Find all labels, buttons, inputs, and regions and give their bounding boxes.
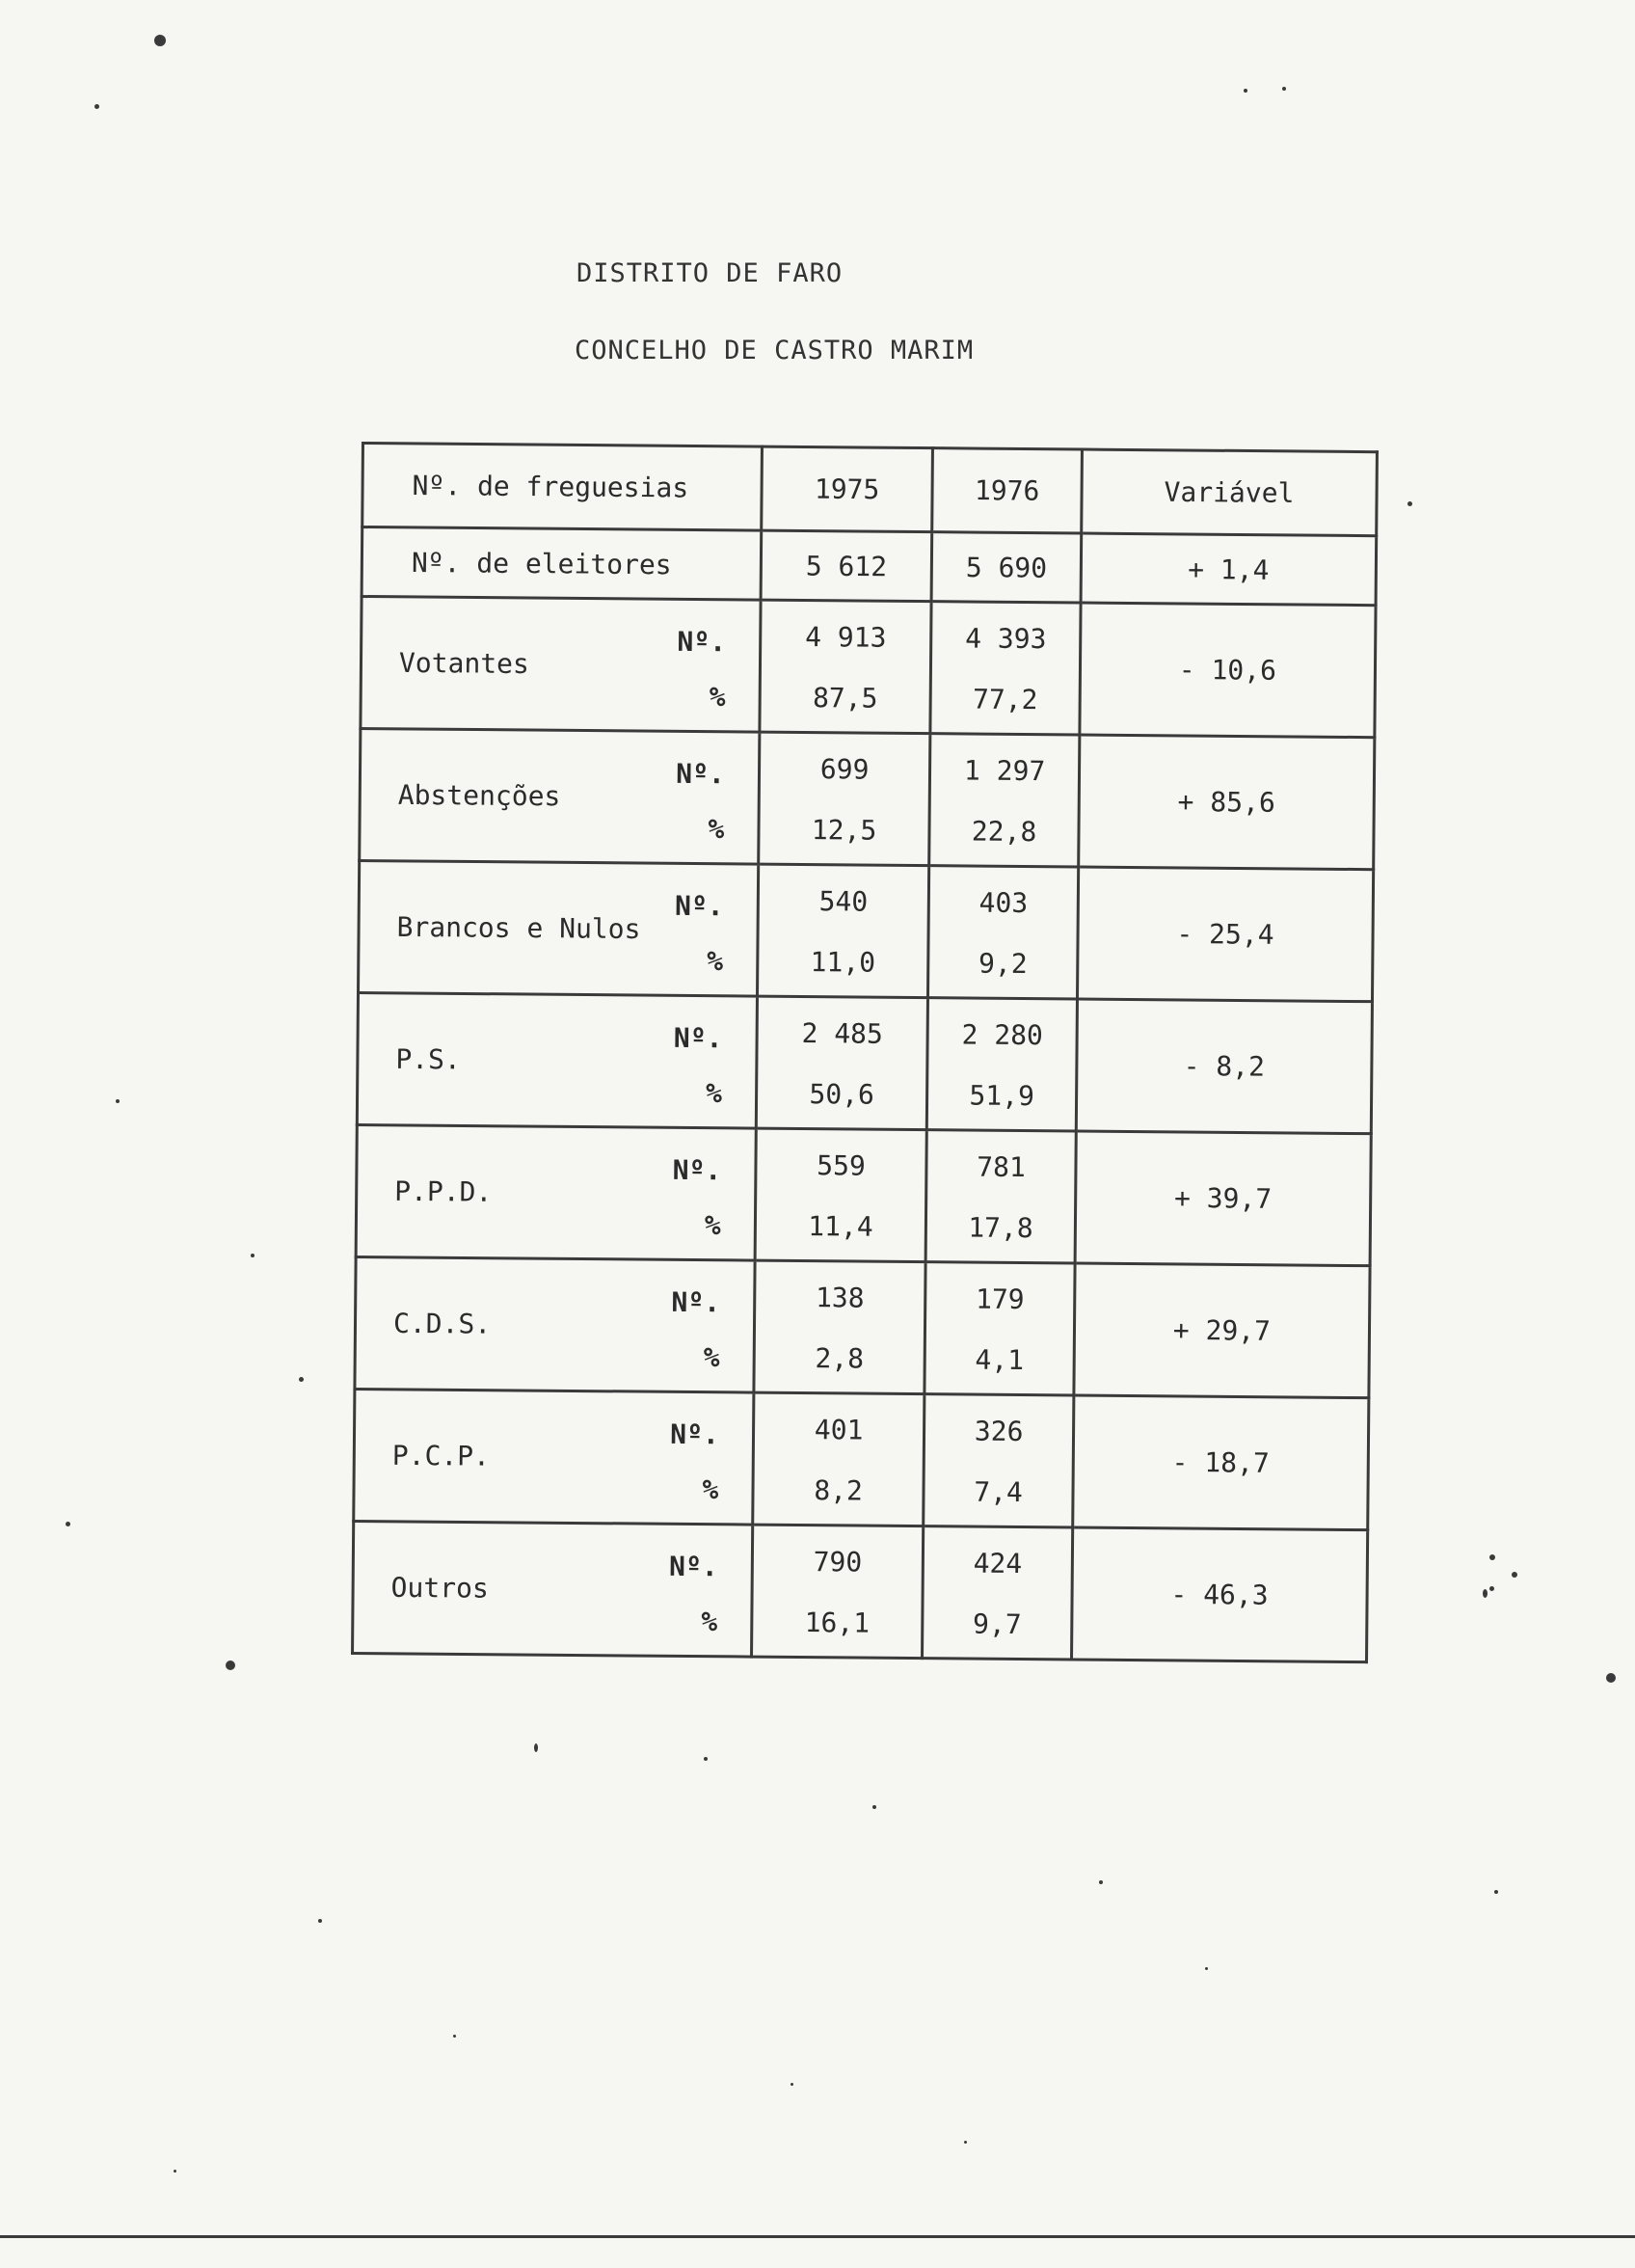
- percent-1976: 7,4: [974, 1475, 1024, 1509]
- document-title: DISTRITO DE FARO: [576, 258, 844, 288]
- percent-1976: 9,7: [972, 1607, 1022, 1641]
- row-label: C.D.S.: [392, 1307, 492, 1340]
- percent-1976: 9,2: [978, 947, 1028, 981]
- count-1975: 559: [817, 1149, 866, 1182]
- variation: - 18,7: [1171, 1445, 1270, 1479]
- variation: + 39,7: [1173, 1181, 1273, 1215]
- count-tag: Nº.: [671, 1285, 721, 1319]
- count-1976: 424: [973, 1547, 1023, 1580]
- header-1975-cell: [762, 446, 933, 532]
- percent-tag: %: [707, 945, 724, 978]
- percent-1975: 11,0: [810, 946, 876, 979]
- percent-tag: %: [702, 1473, 719, 1506]
- count-1975: 401: [814, 1414, 864, 1446]
- table-row: [354, 1389, 1369, 1529]
- count-1976: 1 297: [963, 754, 1046, 788]
- count-tag: Nº.: [668, 1550, 718, 1583]
- percent-tag: %: [705, 1077, 723, 1110]
- count-1976: 2 280: [961, 1018, 1044, 1052]
- eleitores-variation: + 1,4: [1188, 553, 1270, 586]
- count-tag: Nº.: [670, 1418, 719, 1451]
- percent-1976: 77,2: [972, 683, 1038, 716]
- row-label: P.S.: [395, 1042, 461, 1076]
- eleitores-label: Nº. de eleitores: [411, 546, 672, 580]
- count-1975: 4 913: [805, 621, 887, 654]
- row-label: P.P.D.: [394, 1174, 493, 1208]
- header-1975: 1975: [814, 472, 880, 506]
- percent-1975: 50,6: [809, 1078, 875, 1111]
- count-1975: 790: [813, 1546, 863, 1579]
- row-label: Brancos e Nulos: [396, 910, 641, 946]
- row-label: P.C.P.: [391, 1439, 491, 1472]
- count-tag: Nº.: [674, 889, 724, 923]
- percent-tag: %: [709, 681, 726, 714]
- percent-1975: 2,8: [815, 1342, 865, 1375]
- table-row: [360, 729, 1375, 870]
- count-tag: Nº.: [676, 757, 725, 791]
- count-1976: 4 393: [965, 622, 1047, 656]
- count-1975: 138: [815, 1282, 865, 1314]
- count-1976: 403: [978, 886, 1029, 920]
- variation: - 10,6: [1178, 653, 1277, 687]
- results-table: [351, 442, 1379, 1663]
- count-1976: 179: [975, 1282, 1025, 1316]
- percent-1975: 16,1: [804, 1606, 871, 1639]
- bottom-rule: [0, 2235, 1635, 2238]
- percent-1975: 87,5: [812, 682, 878, 715]
- percent-1976: 17,8: [968, 1211, 1033, 1245]
- percent-1976: 51,9: [969, 1079, 1035, 1113]
- header-1976: 1976: [974, 474, 1040, 507]
- count-tag: Nº.: [673, 1021, 723, 1055]
- variation: + 85,6: [1177, 785, 1275, 819]
- header-1976-cell: [932, 448, 1082, 533]
- header-label: Nº. de freguesias: [412, 469, 689, 504]
- percent-1976: 4,1: [975, 1343, 1025, 1377]
- percent-tag: %: [703, 1341, 720, 1374]
- percent-tag: %: [701, 1606, 718, 1638]
- row-label: Votantes: [398, 646, 529, 681]
- table-row: [361, 597, 1376, 738]
- percent-tag: %: [708, 813, 725, 846]
- table-row: [359, 860, 1374, 1001]
- percent-1975: 12,5: [811, 814, 877, 847]
- percent-tag: %: [704, 1209, 721, 1242]
- percent-1975: 8,2: [814, 1474, 864, 1507]
- count-tag: Nº.: [672, 1153, 722, 1187]
- table-row: [357, 992, 1372, 1133]
- count-tag: Nº.: [677, 625, 727, 659]
- count-1976: 326: [974, 1415, 1024, 1448]
- percent-1976: 22,8: [971, 815, 1037, 849]
- count-1975: 2 485: [801, 1017, 884, 1050]
- eleitores-row: [362, 527, 1377, 606]
- eleitores-1975: 5 612: [805, 550, 888, 582]
- document-subtitle: CONCELHO DE CASTRO MARIM: [575, 336, 975, 365]
- header-variation-cell: [1082, 449, 1378, 536]
- row-label: Abstenções: [397, 778, 561, 813]
- variation: - 8,2: [1183, 1049, 1266, 1083]
- row-label: Outros: [390, 1571, 489, 1605]
- percent-1975: 11,4: [808, 1210, 873, 1243]
- eleitores-1976: 5 690: [965, 551, 1048, 584]
- variation: + 29,7: [1172, 1313, 1272, 1347]
- table-row: [355, 1256, 1370, 1397]
- table-row: [356, 1124, 1371, 1265]
- header-row: [362, 444, 1378, 536]
- count-1975: 540: [818, 885, 869, 918]
- count-1976: 781: [977, 1150, 1026, 1184]
- header-variation: Variável: [1164, 475, 1295, 509]
- header-label-cell: [362, 444, 763, 531]
- variation: - 25,4: [1176, 917, 1274, 951]
- variation: - 46,3: [1170, 1578, 1269, 1611]
- table-row: [353, 1521, 1368, 1661]
- count-1975: 699: [819, 753, 870, 786]
